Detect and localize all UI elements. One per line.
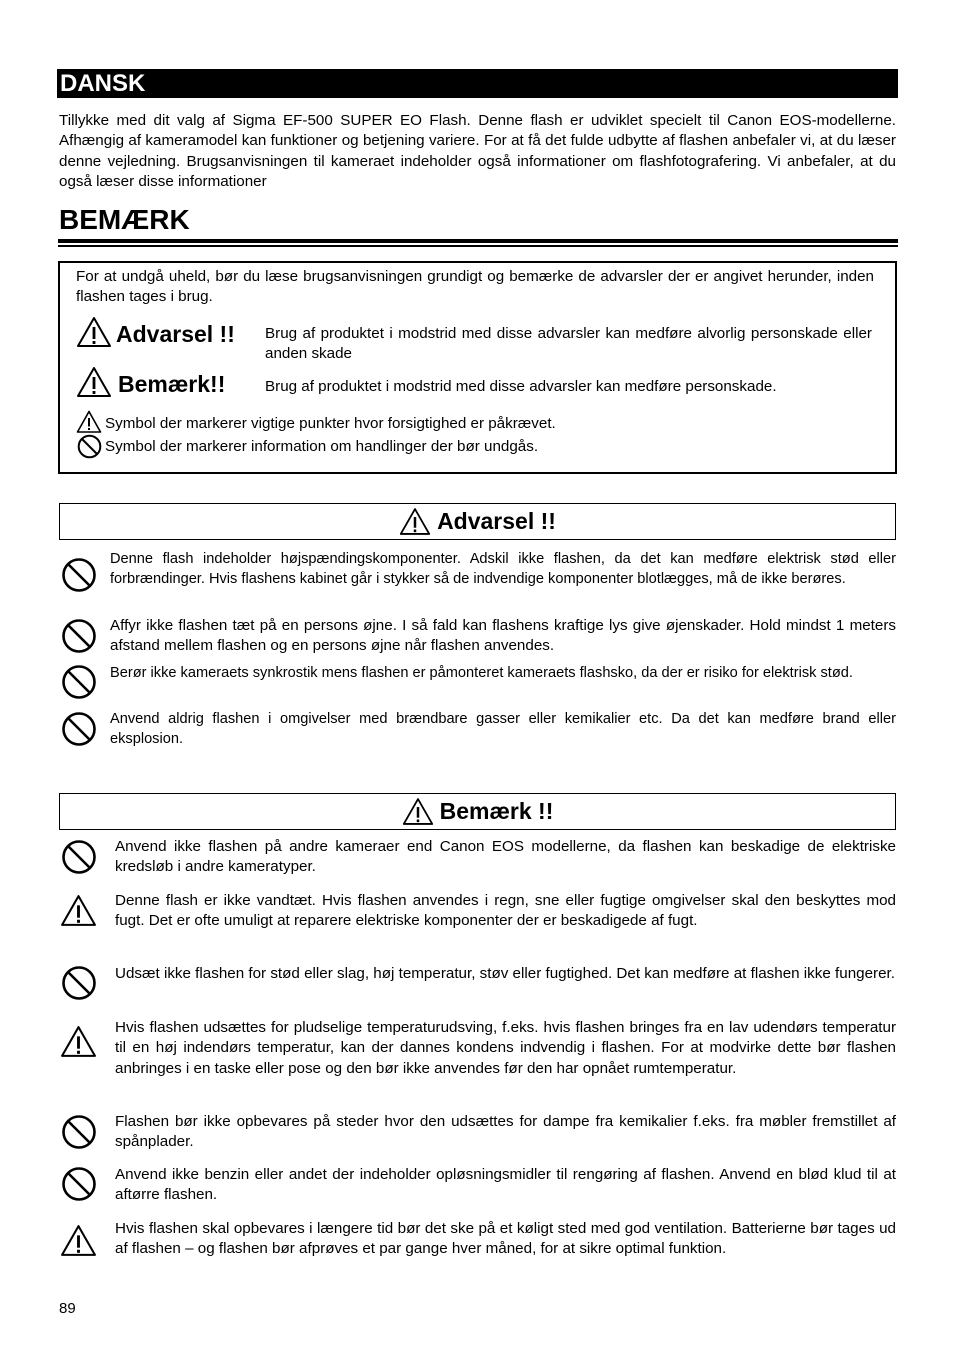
prohibit-icon [61,1114,97,1150]
caution-label: Bemærk!! [118,371,226,397]
title-rule-thick [58,239,898,243]
caution-triangle-icon [60,1025,97,1058]
caution-description: Brug af produktet i modstrid med disse advarsler kan medføre personskade. [265,378,777,395]
language-header-bar [57,69,898,98]
caution-item-6: Anvend ikke benzin eller andet der indeholder opløsningsmidler til rengøring af flashen. Anvend en blød klud til at aftørre flashen. [115,1166,896,1204]
language-heading: DANSK [60,70,146,97]
caution-item-2: Denne flash er ikke vandtæt. Hvis flashen anvendes i regn, sne eller fugtige omgivelser skal den beskyttes mod fugt. Det er ofte umuligt at reparere elektriske komponenter der er beskadigede af fugt. [115,892,896,930]
title-rule-thin [58,245,898,247]
prohibit-icon [61,711,97,747]
caution-triangle-icon [76,366,112,398]
warning-item-1: Denne flash indeholder højspændingskomponenter. Adskil ikke flashen, da det kan medføre elektrisk stød eller forbrændinger. Hvis flashens kabinet går i stykker så de indvendige komponenter blotlægges, må de ikke berøres. [110,551,896,587]
warning-header-triangle-icon [399,507,431,536]
warning-triangle-icon [76,316,112,348]
caution-symbol-icon [76,410,102,434]
warning-label: Advarsel !! [116,321,235,347]
caution-item-7: Hvis flashen skal opbevares i længere tid bør det ske på et køligt sted med god ventilation. Batterierne bør tages ud af flashen – og flashen bør afprøves et par gange hver måned, for at sikre optimal funktion. [115,1220,896,1258]
caution-symbol-text: Symbol der markerer vigtige punkter hvor forsigtighed er påkrævet. [105,415,556,432]
prohibit-icon [61,618,97,654]
warning-section-header [59,503,896,540]
warning-section-title: Advarsel !! [437,508,556,534]
prohibit-icon [61,965,97,1001]
caution-section-header [59,793,896,830]
prohibit-icon [61,557,97,593]
prohibit-icon [61,1166,97,1202]
caution-section-title: Bemærk !! [439,798,554,824]
caution-item-4: Hvis flashen udsættes for pludselige temperaturudsving, f.eks. hvis flashen bringes fra en lav udendørs temperatur til en høj indendørs temperatur, kan der dannes kondens indvendig i flashen. For at modvirke dette bør flashen anbringes i en taske eller pose og den bør ikke anvendes før den har opnået rumtemperatur. [115,1019,896,1077]
page-number: 89 [59,1300,76,1317]
caution-triangle-icon [60,894,97,927]
warning-item-3: Berør ikke kameraets synkrostik mens flashen er påmonteret kameraets flashsko, da der er risiko for elektrisk stød. [110,665,853,681]
warning-description: Brug af produktet i modstrid med disse advarsler kan medføre alvorlig personskade eller anden skade [265,325,872,363]
legend-intro-text: For at undgå uheld, bør du læse brugsanvisningen grundigt og bemærke de advarsler der er angivet herunder, inden flashen tages i brug. [76,268,874,306]
prohibit-symbol-icon [77,434,102,459]
warning-item-4: Anvend aldrig flashen i omgivelser med brændbare gasser eller kemikalier etc. Da det kan medføre brand eller eksplosion. [110,711,896,747]
prohibit-icon [61,839,97,875]
warning-item-2: Affyr ikke flashen tæt på en persons øjne. I så fald kan flashens kraftige lys give øjenskader. Hold mindst 1 meters afstand mellem flashen og en persons øjne når flashen anvendes. [110,617,896,655]
prohibit-icon [61,664,97,700]
caution-item-5: Flashen bør ikke opbevares på steder hvor den udsættes for dampe fra kemikalier f.eks. fra møbler fremstillet af spånplader. [115,1113,896,1151]
notice-title: BEMÆRK [59,204,190,235]
caution-item-1: Anvend ikke flashen på andre kameraer end Canon EOS modellerne, da flashen kan beskadige de elektriske kredsløb i andre kameratyper. [115,838,896,876]
intro-paragraph: Tillykke med dit valg af Sigma EF-500 SUPER EO Flash. Denne flash er udviklet specielt til Canon EOS-modellerne. Afhængig af kameramodel kan funktioner og betjening variere. For at få det fulde udbytte af flashen anbefaler vi, at du læser denne vejledning. Brugsanvisningen til kameraet indeholder også informationer om flashfotografering. Vi anbefaler, at du også læser disse informationer [59,112,896,190]
caution-triangle-icon [60,1224,97,1257]
caution-header-triangle-icon [402,797,434,826]
prohibit-symbol-text: Symbol der markerer information om handlinger der bør undgås. [105,438,539,455]
caution-item-3: Udsæt ikke flashen for stød eller slag, høj temperatur, støv eller fugtighed. Det kan medføre at flashen ikke fungerer. [115,965,895,982]
